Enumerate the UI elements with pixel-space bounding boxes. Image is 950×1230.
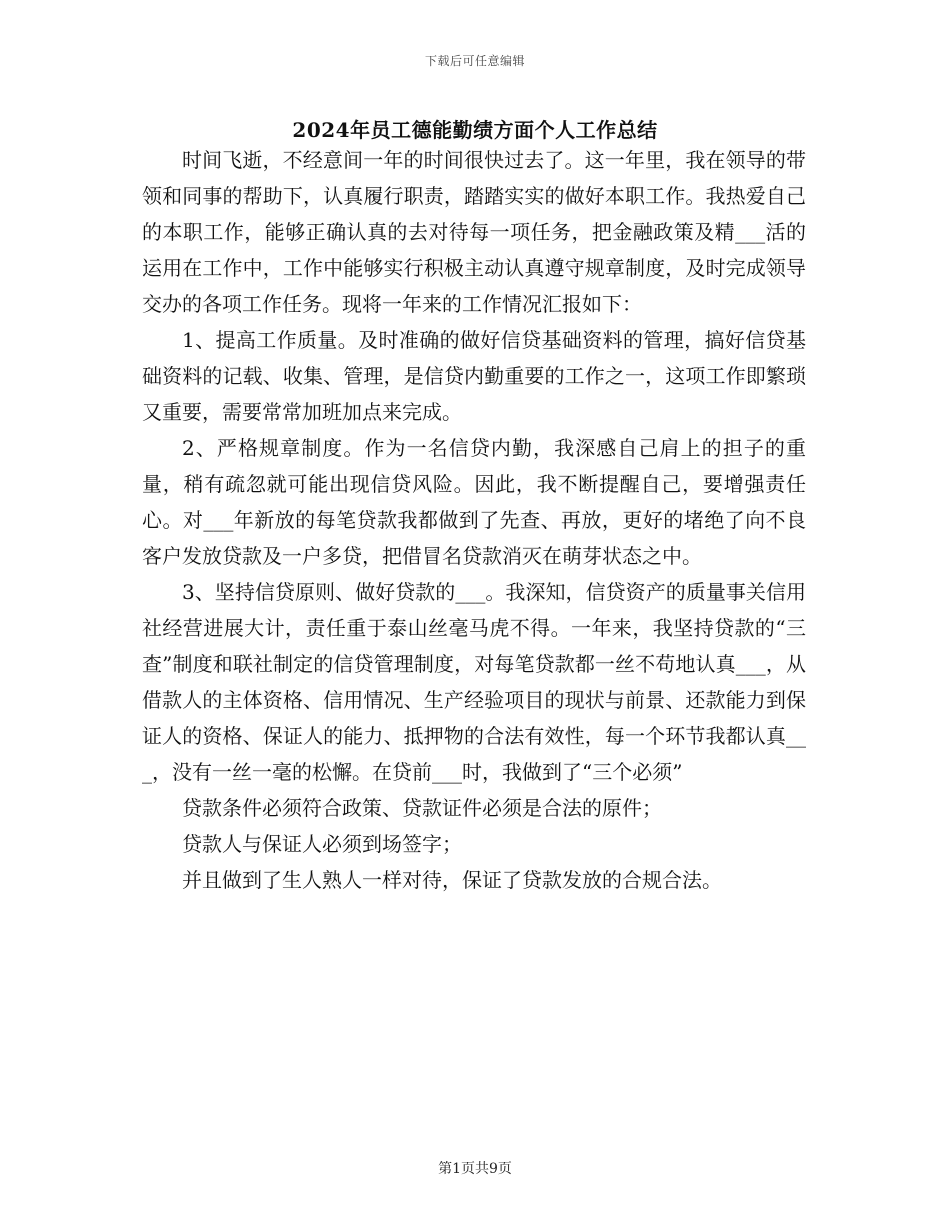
paragraph-intro: 时间飞逝，不经意间一年的时间很快过去了。这一年里，我在领导的带领和同事的帮助下，认真履行职责，踏踏实实的做好本职工作。我热爱自己的本职工作，能够正确认真的去对待每一项任务，把金融政策及精___活的运用在工作中，工作中能够实行积极主动认真遵守规章制度，及时完成领导交办的各项工作任务。现将一年来的工作情况汇报如下：	[142, 148, 806, 316]
document-title: 2024年员工德能勤绩方面个人工作总结	[292, 118, 658, 142]
document-body	[142, 142, 806, 898]
page-number: 第1页共9页	[438, 1161, 512, 1177]
paragraph-point-2: 2、严格规章制度。作为一名信贷内勤，我深感自己肩上的担子的重量，稍有疏忽就可能出现信贷风险。因此，我不断提醒自己，要增强责任心。对___年新放的每笔贷款我都做到了先查、再放，更好的堵绝了向不良客户发放贷款及一户多贷，把借冒名贷款消灭在萌芽状态之中。	[142, 436, 806, 568]
page-header-note: 下载后可任意编辑	[424, 54, 525, 68]
paragraph-point-1: 1、提高工作质量。及时准确的做好信贷基础资料的管理，搞好信贷基础资料的记载、收集、管理，是信贷内勤重要的工作之一，这项工作即繁琐又重要，需要常常加班加点来完成。	[142, 328, 806, 424]
paragraph-point-3: 3、坚持信贷原则、做好贷款的___。我深知，信贷资产的质量事关信用社经营进展大计，责任重于泰山丝毫马虎不得。一年来，我坚持贷款的“三查”制度和联社制定的信贷管理制度，对每笔贷款都一丝不苟地认真___，从借款人的主体资格、信用情况、生产经验项目的现状与前景、还款能力到保证人的资格、保证人的能力、抵押物的合法有效性，每一个环节我都认真___，没有一丝一毫的松懈。在贷前___时，我做到了“三个必须”	[142, 580, 806, 784]
paragraph-requirement-2: 贷款人与保证人必须到场签字；	[182, 832, 462, 856]
paragraph-requirement-1: 贷款条件必须符合政策、贷款证件必须是合法的原件；	[182, 796, 662, 820]
paragraph-conclusion: 并且做到了生人熟人一样对待，保证了贷款发放的合规合法。	[182, 868, 722, 892]
